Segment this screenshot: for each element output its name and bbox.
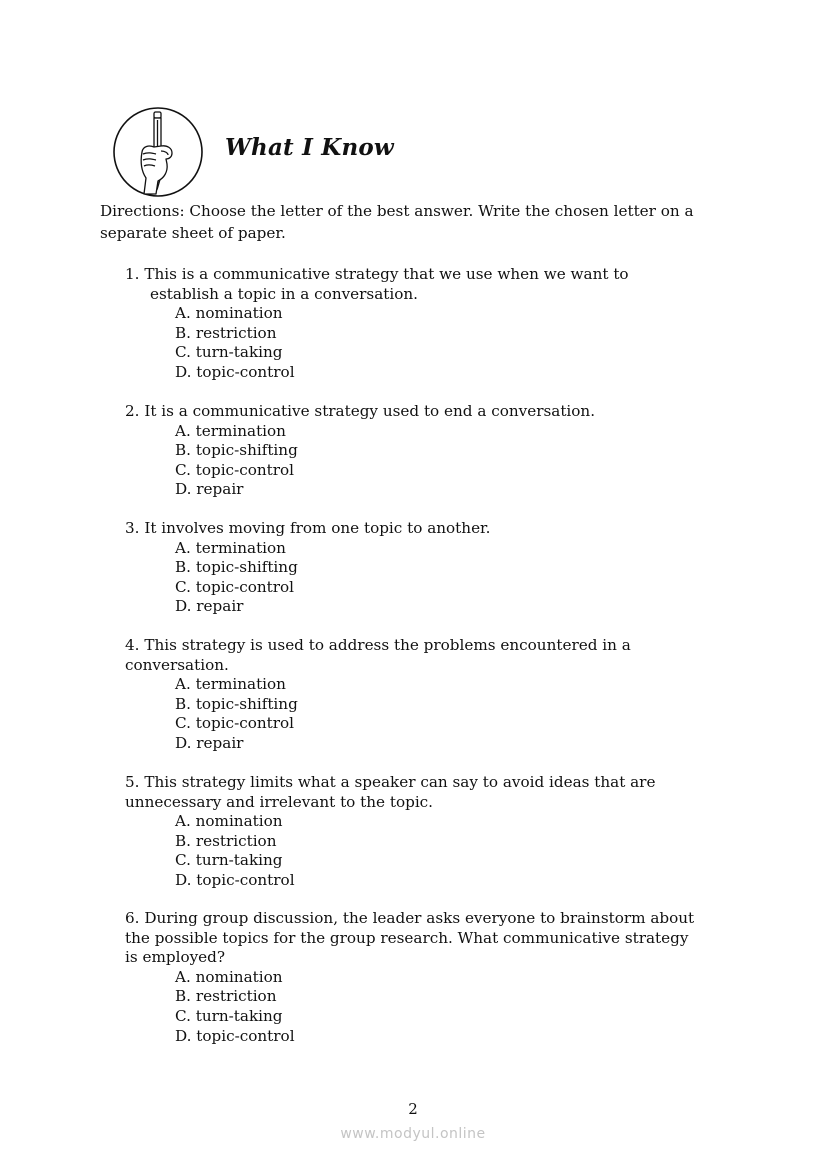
options-list [125,422,685,500]
options-list [125,675,685,753]
question-4 [125,636,685,754]
option-a: A. nomination [175,967,283,986]
question-stem: 3. It involves moving from one topic to another. [125,519,491,537]
option-d: D. topic-control [175,1026,295,1045]
options-list [125,539,685,617]
options-list [125,304,665,382]
option-c: C. topic-control [175,577,294,596]
option-a: A. nomination [175,304,283,323]
question-1 [125,265,665,383]
option-c: C. turn-taking [175,851,283,870]
option-b: B. restriction [175,831,277,850]
question-5 [125,773,705,891]
question-stem: 6. During group discussion, the leader asks everyone to brainstorm about the possible topics for the group research. What communicative strategy is employed? [125,909,695,967]
option-b: B. topic-shifting [175,694,298,713]
watermark: www.modyul.online [340,1126,486,1142]
option-d: D. topic-control [175,870,295,889]
option-b: B. topic-shifting [175,558,298,577]
option-d: D. repair [175,733,244,752]
directions-text: Directions: Choose the letter of the best answer. Write the chosen letter on a separate sheet of paper. [100,202,694,242]
option-a: A. nomination [175,812,283,831]
option-b: B. restriction [175,987,277,1006]
options-list [125,968,705,1046]
option-d: D. repair [175,480,244,499]
option-c: C. turn-taking [175,1006,283,1025]
option-c: C. topic-control [175,460,294,479]
question-3 [125,519,685,617]
question-stem: 2. It is a communicative strategy used to end a conversation. [125,402,596,420]
question-stem: 5. This strategy limits what a speaker can say to avoid ideas that are unnecessary and irrelevant to the topic. [125,773,656,811]
question-stem: 1. This is a communicative strategy that we use when we want to establish a topic in a conversation. [125,265,629,303]
option-a: A. termination [175,675,286,694]
option-b: B. topic-shifting [175,441,298,460]
question-6 [125,909,705,1046]
option-c: C. topic-control [175,714,294,733]
option-c: C. turn-taking [175,343,283,362]
question-stem: 4. This strategy is used to address the problems encountered in a conversation. [125,636,631,674]
section-title: What I Know [225,134,394,161]
hand-holding-pencil-icon [112,106,204,198]
options-list [125,812,705,890]
page-number: 2 [408,1100,418,1118]
option-b: B. restriction [175,323,277,342]
option-d: D. topic-control [175,362,295,381]
option-a: A. termination [175,538,286,557]
option-a: A. termination [175,421,286,440]
option-d: D. repair [175,597,244,616]
question-2 [125,402,685,500]
